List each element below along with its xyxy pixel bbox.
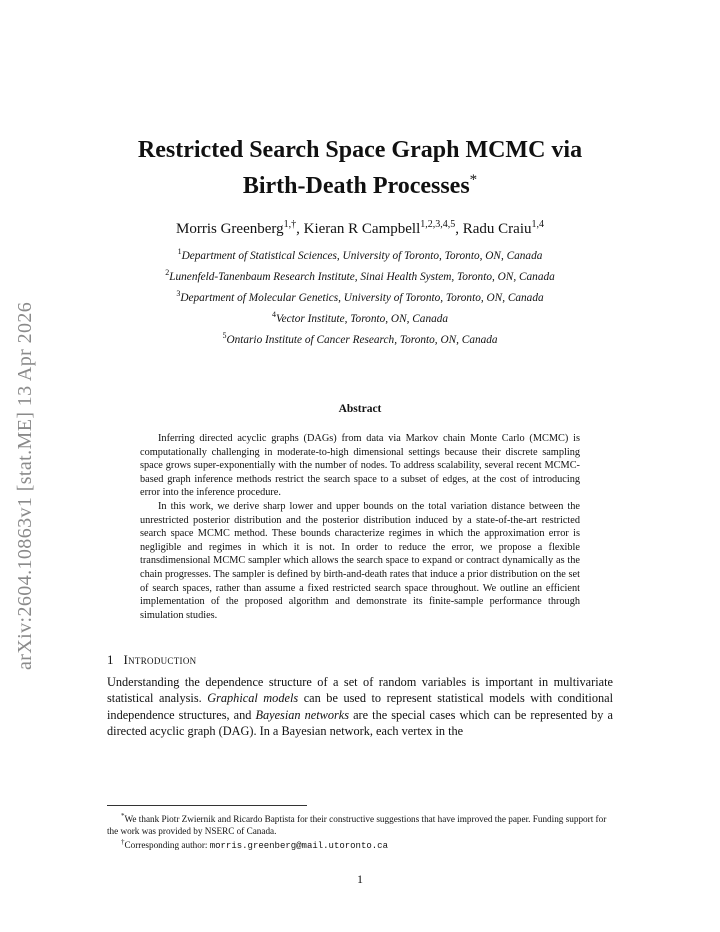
title-line-2-text: Birth-Death Processes	[242, 173, 470, 199]
abstract-paragraph-1: Inferring directed acyclic graphs (DAGs) from data via Markov chain Monte Carlo (MCMC) is computationally challenging in moderate-to-high dimensional settings because their discrete sampling space grows super-exponentially with the number of nodes. To address scalability, several recent MCMC-based graph inference methods restrict the search space to a subset of edges, at the cost of introducing error into the inference procedure.	[140, 433, 580, 499]
emphasis-bayesian-networks: Bayesian networks	[255, 707, 350, 722]
affiliation-text: Department of Molecular Genetics, University of Toronto, Toronto, ON, Canada	[180, 291, 544, 304]
section-number: 1	[107, 652, 114, 667]
emphasis-graphical-models: Graphical models	[207, 691, 299, 706]
abstract-body	[140, 432, 580, 622]
author-1-affil: 1,†	[283, 219, 297, 230]
affiliation-1	[90, 247, 630, 262]
footnote-1	[107, 810, 613, 837]
author-sep: ,	[296, 221, 304, 237]
introduction-paragraph	[107, 674, 613, 740]
affiliation-text: Ontario Institute of Cancer Research, Toronto, ON, Canada	[226, 333, 498, 346]
affiliation-text: Vector Institute, Toronto, ON, Canada	[275, 312, 449, 325]
affiliation-number: 3	[176, 289, 181, 298]
author-1: Morris Greenberg	[176, 221, 284, 237]
paper-title	[90, 135, 630, 201]
footnote-2-label: Corresponding author:	[124, 840, 210, 851]
section-heading	[107, 652, 196, 668]
affiliation-text: Department of Statistical Sciences, University of Toronto, Toronto, ON, Canada	[181, 249, 543, 262]
corresponding-email: morris.greenberg@mail.utoronto.ca	[209, 841, 388, 852]
author-3: Radu Craiu	[462, 221, 532, 237]
intro-sentence-3: are the special cases which can be represented by a directed acyclic graph (DAG). In a Bayesian network, each vertex in the	[107, 707, 613, 739]
affiliation-number: 2	[165, 268, 170, 277]
section-title: Introduction	[123, 652, 197, 667]
title-line-2	[90, 165, 630, 201]
footnote-1-mark: *	[121, 812, 125, 820]
intro-text	[107, 674, 613, 740]
footnote-2-mark: †	[121, 838, 125, 846]
title-line-1: Restricted Search Space Graph MCMC via	[137, 137, 583, 163]
title-footnote-mark: *	[469, 172, 478, 188]
affiliation-number: 4	[271, 310, 276, 319]
affiliation-5	[90, 331, 630, 346]
intro-sentence-1: Understanding the dependence structure of a set of random variables is important in multivariate statistical analysis.	[107, 675, 613, 706]
affiliation-2	[90, 268, 630, 283]
author-2: Kieran R Campbell	[303, 221, 421, 237]
author-3-affil: 1,4	[531, 219, 544, 230]
affiliation-4	[90, 310, 630, 325]
affiliation-number: 1	[177, 247, 182, 256]
arxiv-sidebar-stamp	[14, 250, 54, 670]
affiliation-number: 5	[222, 331, 227, 340]
footnote-divider	[107, 805, 307, 806]
page-number: 1	[357, 872, 363, 886]
author-sep: ,	[455, 221, 463, 237]
footnote-1-text: We thank Piotr Zwiernik and Ricardo Baptista for their constructive suggestions that have improved the paper. Funding support for the work was provided by NSERC of Canada.	[107, 814, 607, 837]
abstract-heading: Abstract	[338, 403, 382, 415]
footnote-2	[107, 836, 613, 852]
arxiv-identifier: arXiv:2604.10863v1 [stat.ME] 13 Apr 2026	[14, 301, 36, 670]
intro-sentence-2: can be used to represent statistical models with conditional independence structures, and	[107, 691, 613, 722]
abstract-paragraph-2: In this work, we derive sharp lower and upper bounds on the total variation distance between the unrestricted posterior distribution and the posterior distribution induced by a state-of-the-art restricted search space MCMC method. These bounds characterize regimes in which the approximation error is negligible and regimes in which it is not. In order to reduce the error, we propose a flexible transdimensional MCMC sampler which allows the search space to expand or contract dynamically as the chain progresses. The sampler is defined by birth-and-death rates that induce a prior distribution on the set of search spaces, rather than assume a fixed restricted search space throughout. We outline an efficient implementation of the proposed algorithm and demonstrate its finite-sample performance through simulation studies.	[140, 500, 580, 621]
author-list	[90, 219, 630, 238]
affiliation-text: Lunenfeld-Tanenbaum Research Institute, Sinai Health System, Toronto, ON, Canada	[169, 270, 555, 283]
author-2-affil: 1,2,3,4,5	[420, 219, 456, 230]
affiliation-3	[90, 289, 630, 304]
